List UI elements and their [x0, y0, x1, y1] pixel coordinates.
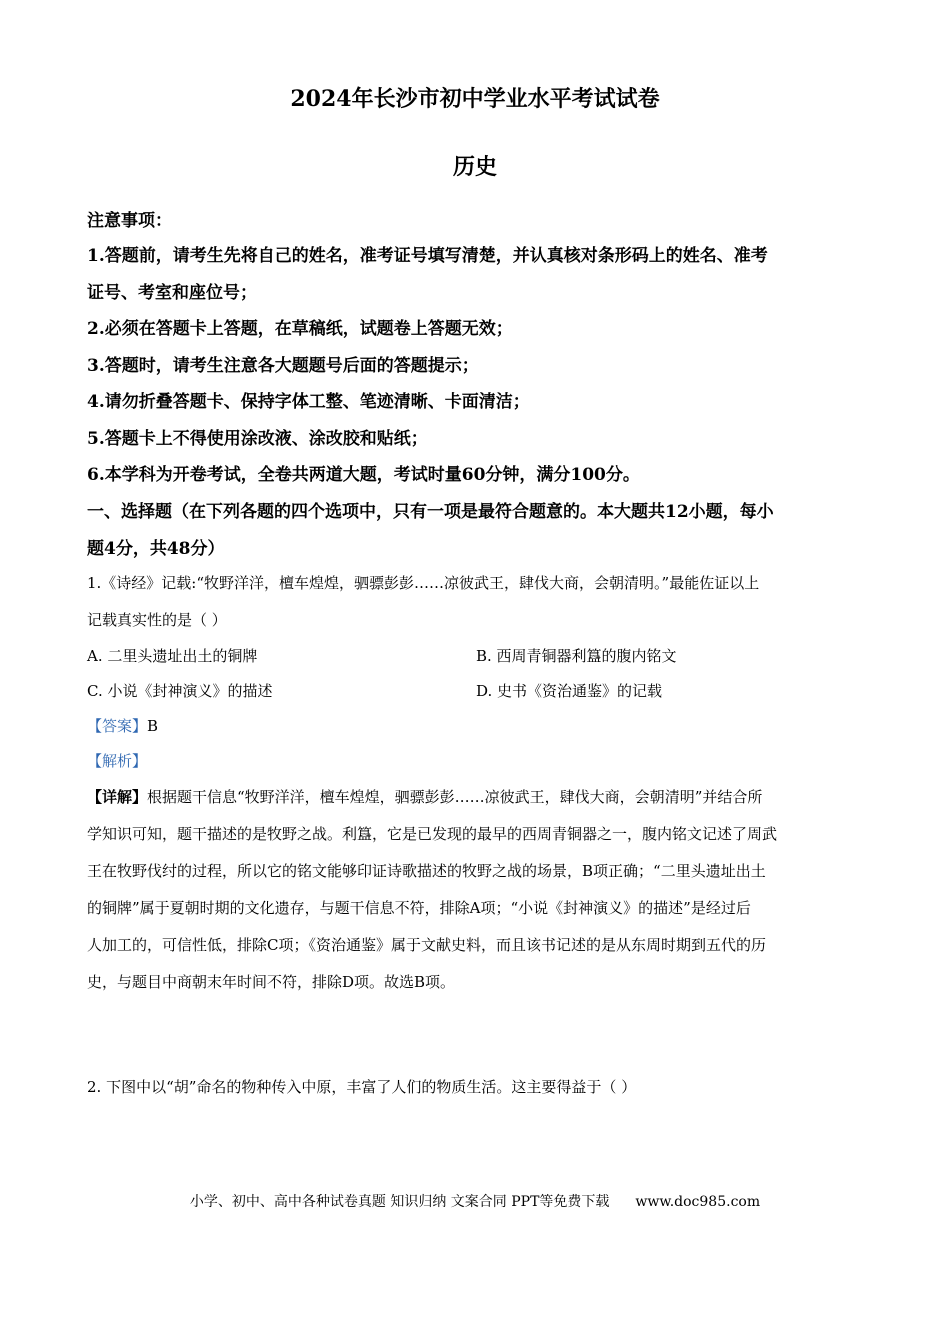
notice-line: 5.答题卡上不得使用涂改液、涂改胶和贴纸；: [87, 429, 428, 449]
notice-line: 6.本学科为开卷考试，全卷共两道大题，考试时量60分钟，满分100分。: [87, 465, 640, 485]
exam-title: 2024年长沙市初中学业水平考试试卷: [290, 86, 660, 112]
q1-option-a: A. 二里头遗址出土的铜牌: [87, 647, 258, 665]
q1-option-b: B. 西周青铜器利簋的腹内铭文: [476, 647, 677, 665]
q1-detail-line: 人加工的，可信性低，排除C项；《资治通鉴》属于文献史料，而且该书记述的是从东周时期到五代的历: [87, 936, 766, 954]
detail-text: 根据题干信息“牧野洋洋，檀车煌煌，驷骠彭彭……凉彼武王，肆伐大商，会朝清明”并结合所: [147, 788, 763, 806]
q1-detail-line: [87, 786, 762, 807]
q1-detail-line: 学知识可知，题干描述的是牧野之战。利簋，它是已发现的最早的西周青铜器之一，腹内铭文记述了周武: [87, 825, 778, 843]
q1-option-c: C. 小说《封神演义》的描述: [87, 682, 273, 700]
detail-tag: 【详解】: [87, 788, 148, 806]
section-heading-cont: 题4分，共48分）: [87, 539, 225, 559]
q1-detail-line: 王在牧野伐纣的过程，所以它的铭文能够印证诗歌描述的牧野之战的场景，B项正确；“二里头遗址出土: [87, 862, 766, 880]
notice-line: 1.答题前，请考生先将自己的姓名，准考证号填写清楚，并认真核对条形码上的姓名、准考: [87, 246, 768, 266]
q1-detail-line: 史，与题目中商朝末年时间不符，排除D项。故选B项。: [87, 973, 456, 991]
answer-value: B: [147, 717, 159, 735]
q1-answer: [87, 715, 158, 736]
notice-line: 4.请勿折叠答题卡、保持字体工整、笔迹清晰、卡面清洁；: [87, 392, 530, 412]
q1-option-d: D. 史书《资治通鉴》的记载: [476, 682, 663, 700]
footer-url[interactable]: www.doc985.com: [635, 1194, 761, 1210]
q1-stem-cont: 记载真实性的是（ ）: [87, 611, 227, 629]
notice-line: 3.答题时，请考生注意各大题题号后面的答题提示；: [87, 356, 479, 376]
notice-line: 证号、考室和座位号；: [87, 283, 257, 303]
analysis-tag: 【解析】: [87, 752, 148, 770]
page-footer: [0, 1191, 950, 1211]
section-heading: 一、选择题（在下列各题的四个选项中，只有一项是最符合题意的。本大题共12小题，每小: [87, 502, 774, 522]
q2-stem: 2. 下图中以“胡”命名的物种传入中原，丰富了人们的物质生活。这主要得益于（ ）: [87, 1078, 637, 1096]
answer-tag: 【答案】: [87, 717, 148, 735]
q1-stem: 1.《诗经》记载:“牧野洋洋，檀车煌煌，驷骠彭彭……凉彼武王，肆伐大商，会朝清明。”最能佐证以上: [87, 574, 760, 592]
notice-line: 2.必须在答题卡上答题，在草稿纸，试题卷上答题无效；: [87, 319, 513, 339]
footer-text: 小学、初中、高中各种试卷真题 知识归纳 文案合同 PPT等免费下载: [189, 1194, 610, 1210]
notice-heading: 注意事项：: [87, 211, 172, 231]
q1-detail-line: 的铜牌”属于夏朝时期的文化遗存，与题干信息不符，排除A项；“小说《封神演义》的描述”是经过后: [87, 899, 751, 917]
subject-title: 历史: [452, 154, 497, 180]
